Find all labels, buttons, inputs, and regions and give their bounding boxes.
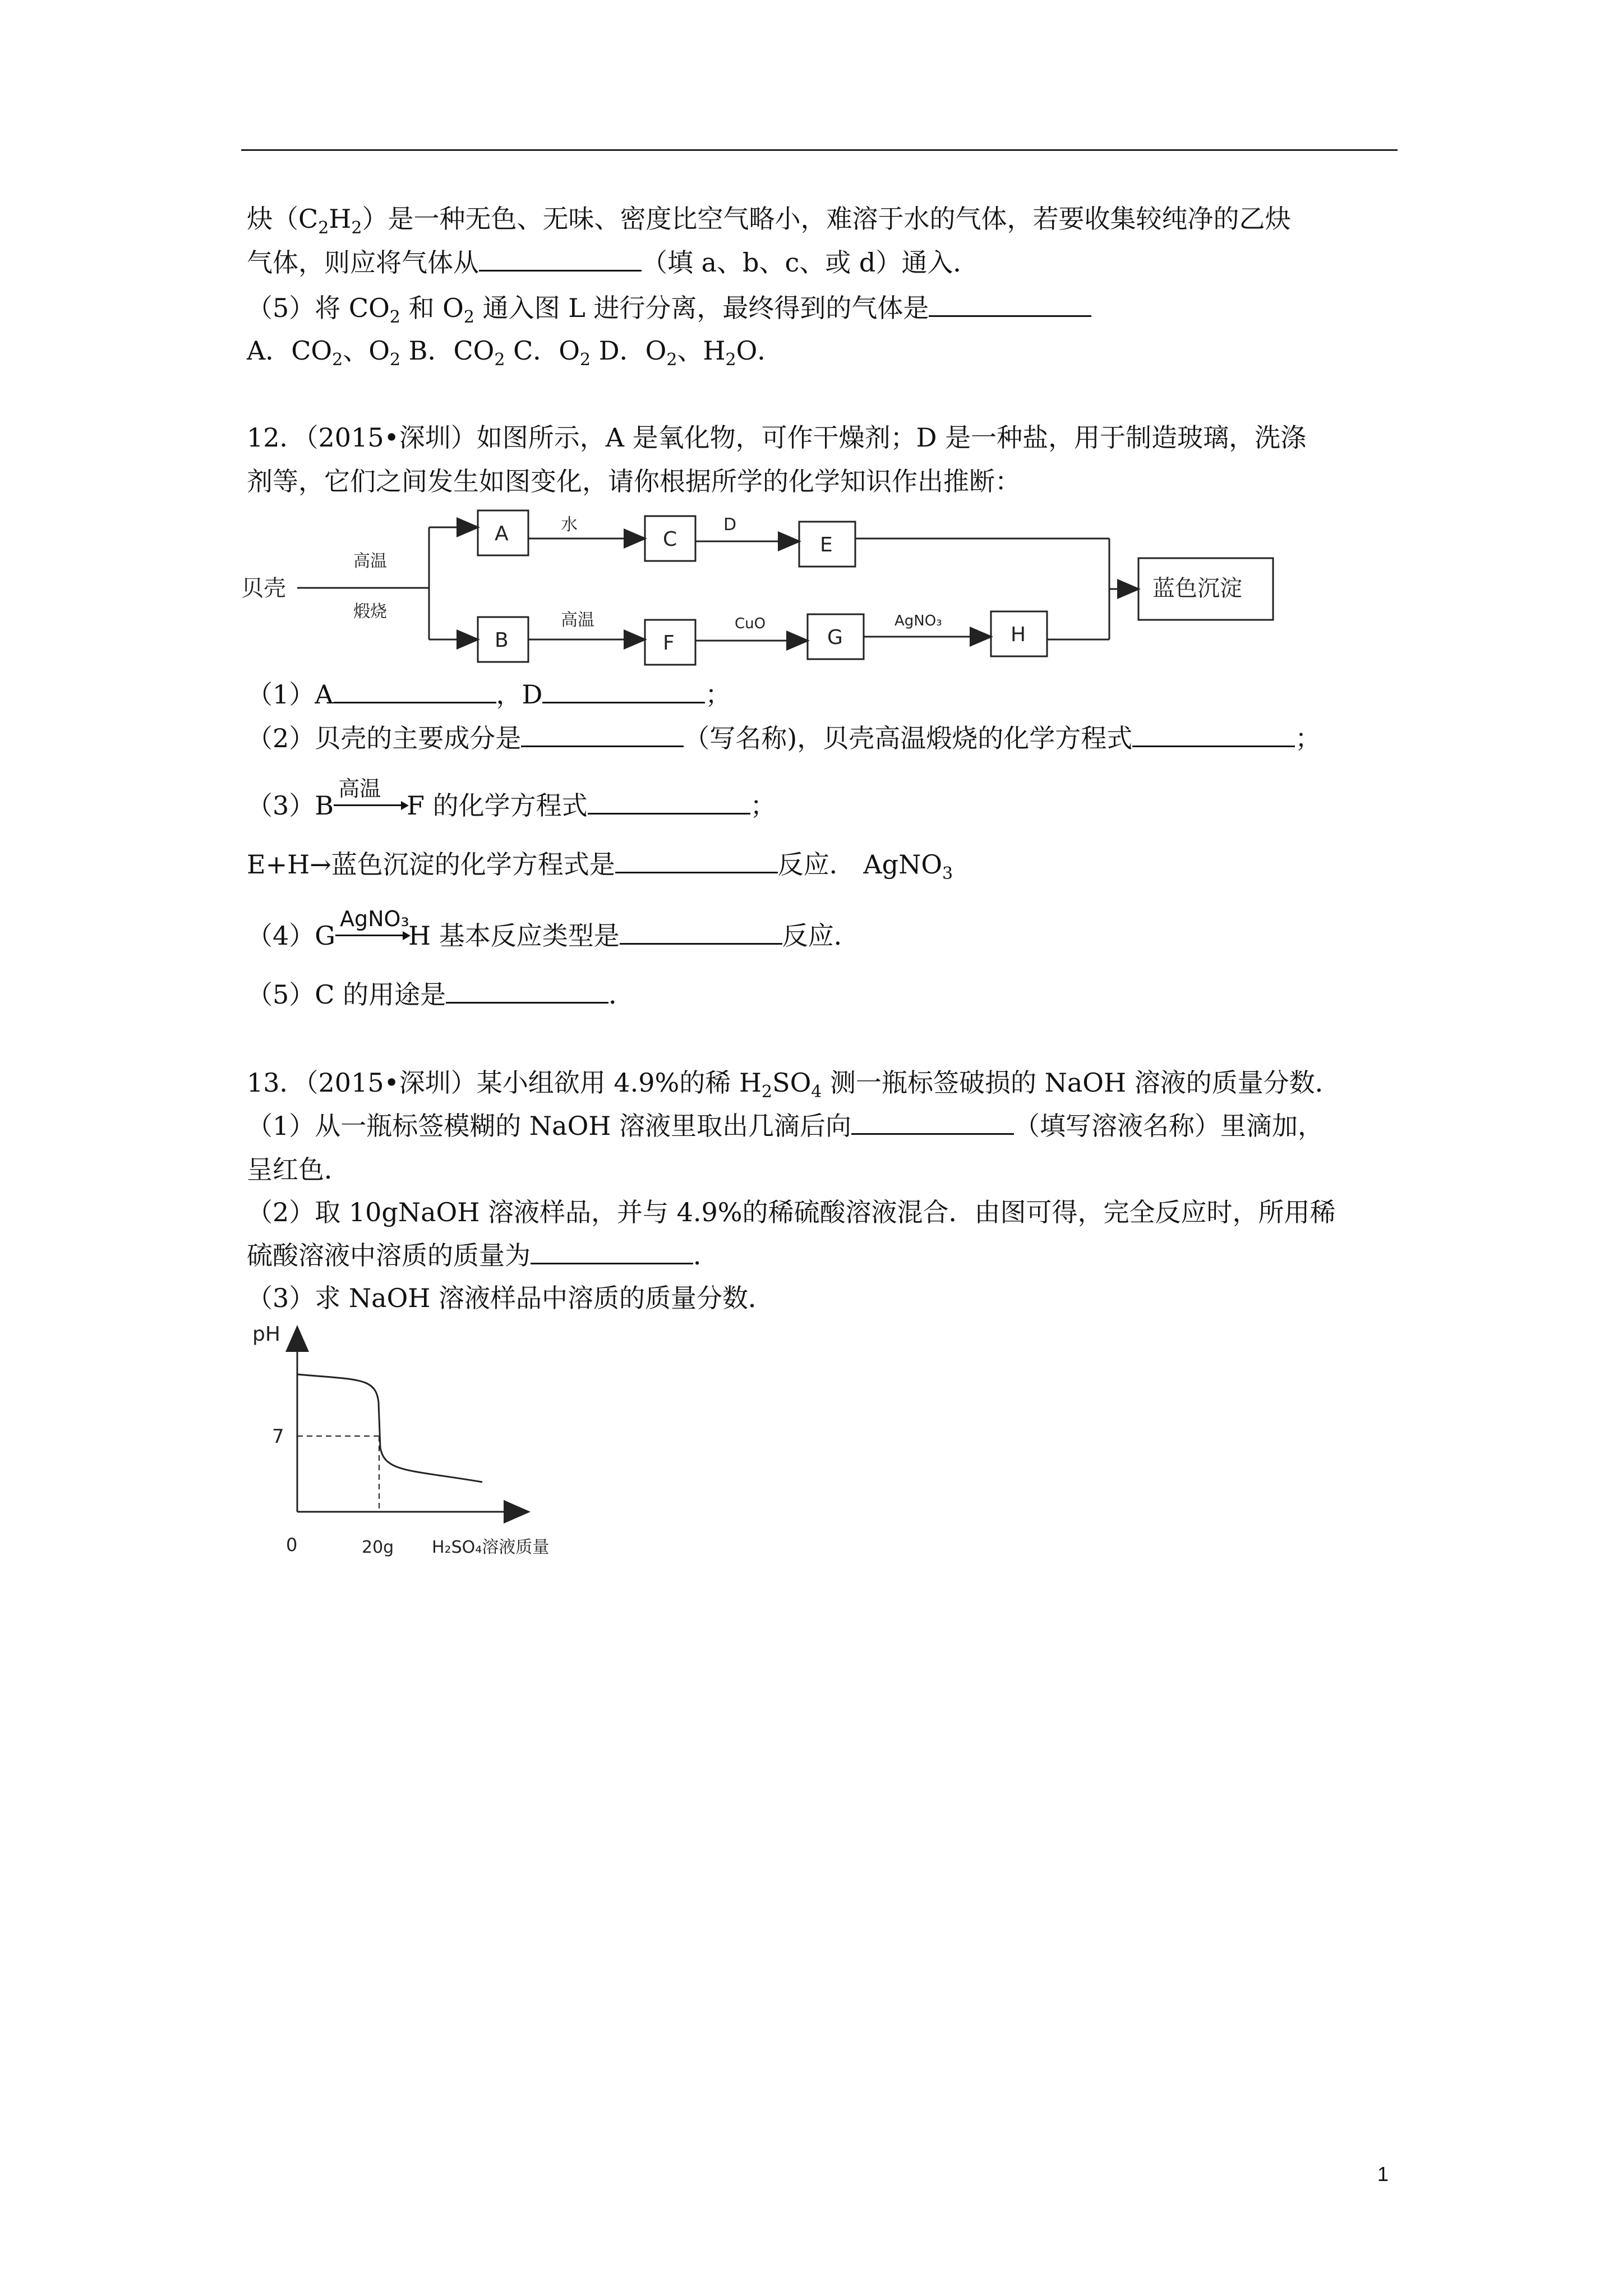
box-G: G xyxy=(827,626,843,649)
q13-part1-cont: 呈红色． xyxy=(247,1154,350,1185)
answer-blank[interactable] xyxy=(521,721,684,747)
x-axis-label: H₂SO₄溶液质量 xyxy=(432,1538,550,1557)
arrow-label-hightemp: 高温 xyxy=(561,610,594,630)
q11-line1: 炔$(C_2H_2)$是一种无色、无味、密度比空气略小，难溶于水的气体，若要收集较纯净的乙炔 xyxy=(247,204,1291,238)
q12-part2: （2）贝壳的主要成分是 （写名称)，贝壳高温煅烧的化学方程式 ； xyxy=(247,721,1321,755)
q12-part1: （1）A ，D ； xyxy=(247,677,731,711)
answer-blank[interactable] xyxy=(851,1108,1014,1135)
q13-part3: （3）求 NaOH 溶液样品中溶质的质量分数． xyxy=(247,1283,774,1313)
box-A: A xyxy=(495,522,509,545)
arrow-label-CuO: CuO xyxy=(735,615,766,632)
arrow-label-D: D xyxy=(723,515,737,535)
q12-part3-eh: E+H→蓝色沉淀的化学方程式是 反应． AgNO$_3$ xyxy=(247,847,953,891)
q13-part2-cont: 硫酸溶液中溶质的质量为 ． xyxy=(247,1238,719,1272)
q13-part2: （2）取 10gNaOH 溶液样品，并与 4.9%的稀硫酸溶液混合．由图可得，完全反应时，所用稀 xyxy=(247,1197,1336,1227)
header-rule xyxy=(241,149,1398,151)
flow-start-label: 贝壳 xyxy=(241,576,286,601)
ph-chart xyxy=(247,1318,594,1576)
q13-stem: 13．（2015•深圳）某小组欲用 4.9%的稀 $H_2SO_4$ 测一瓶标签破损的 NaOH 溶液的质量分数． xyxy=(247,1068,1341,1102)
reaction-arrow: 高温 xyxy=(334,789,407,822)
answer-blank[interactable] xyxy=(479,245,642,272)
arrow-label-AgNO3: AgNO₃ xyxy=(895,613,942,629)
box-result: 蓝色沉淀 xyxy=(1152,576,1242,601)
answer-blank[interactable] xyxy=(334,677,496,703)
answer-blank[interactable] xyxy=(1132,721,1295,747)
q11-line2: 气体，则应将气体从 （填 a、b、c、或 d）通入． xyxy=(247,245,979,279)
answer-blank[interactable] xyxy=(615,847,778,873)
page-number: 1 xyxy=(1377,2162,1389,2185)
box-E: E xyxy=(820,533,833,556)
q13-part1: （1）从一瓶标签模糊的 NaOH 溶液里取出几滴后向 （填写溶液名称）里滴加， xyxy=(247,1108,1324,1143)
box-F: F xyxy=(663,632,675,655)
answer-blank[interactable] xyxy=(542,677,705,703)
box-B: B xyxy=(495,629,509,652)
origin-label: 0 xyxy=(286,1534,298,1556)
y-axis-label: pH xyxy=(252,1323,280,1346)
answer-blank[interactable] xyxy=(929,291,1091,317)
q11-options: A．$CO_2$、$O_2$ B．$CO_2$ C．$O_2$ D．$O_2$、$H_2O$． xyxy=(247,335,783,370)
reaction-arrow: AgNO₃ xyxy=(335,919,408,953)
q12-flow-diagram xyxy=(241,499,1307,668)
flow-cond-bottom: 煅烧 xyxy=(353,602,387,622)
ph-curve xyxy=(297,1374,482,1482)
flow-cond-top: 高温 xyxy=(353,551,387,571)
q12-part3: （3）B 高温 F 的化学方程式 ； xyxy=(247,788,776,822)
answer-blank[interactable] xyxy=(531,1238,693,1264)
y-tick-7: 7 xyxy=(272,1425,284,1448)
arrow-label-water: 水 xyxy=(561,515,578,535)
answer-blank[interactable] xyxy=(620,918,782,945)
answer-blank[interactable] xyxy=(446,977,608,1004)
x-tick-20g: 20g xyxy=(362,1538,394,1557)
q12-stem-line1: 12．（2015•深圳）如图所示，A 是氧化物，可作干燥剂；D 是一种盐，用于制造玻璃，洗涤 xyxy=(247,422,1307,453)
q12-part4: （4）G AgNO₃ H 基本反应类型是 反应． xyxy=(247,918,860,953)
q12-part5: （5）C 的用途是 ． xyxy=(247,977,634,1011)
answer-blank[interactable] xyxy=(588,788,750,815)
box-H: H xyxy=(1011,623,1026,646)
q12-stem-line2: 剂等，它们之间发生如图变化，请你根据所学的化学知识作出推断： xyxy=(247,466,1021,496)
q11-part5: （5）将 $CO_2$ 和 $O_2$ 通入图 L 进行分离，最终得到的气体是 xyxy=(247,291,1091,334)
box-C: C xyxy=(663,528,677,551)
